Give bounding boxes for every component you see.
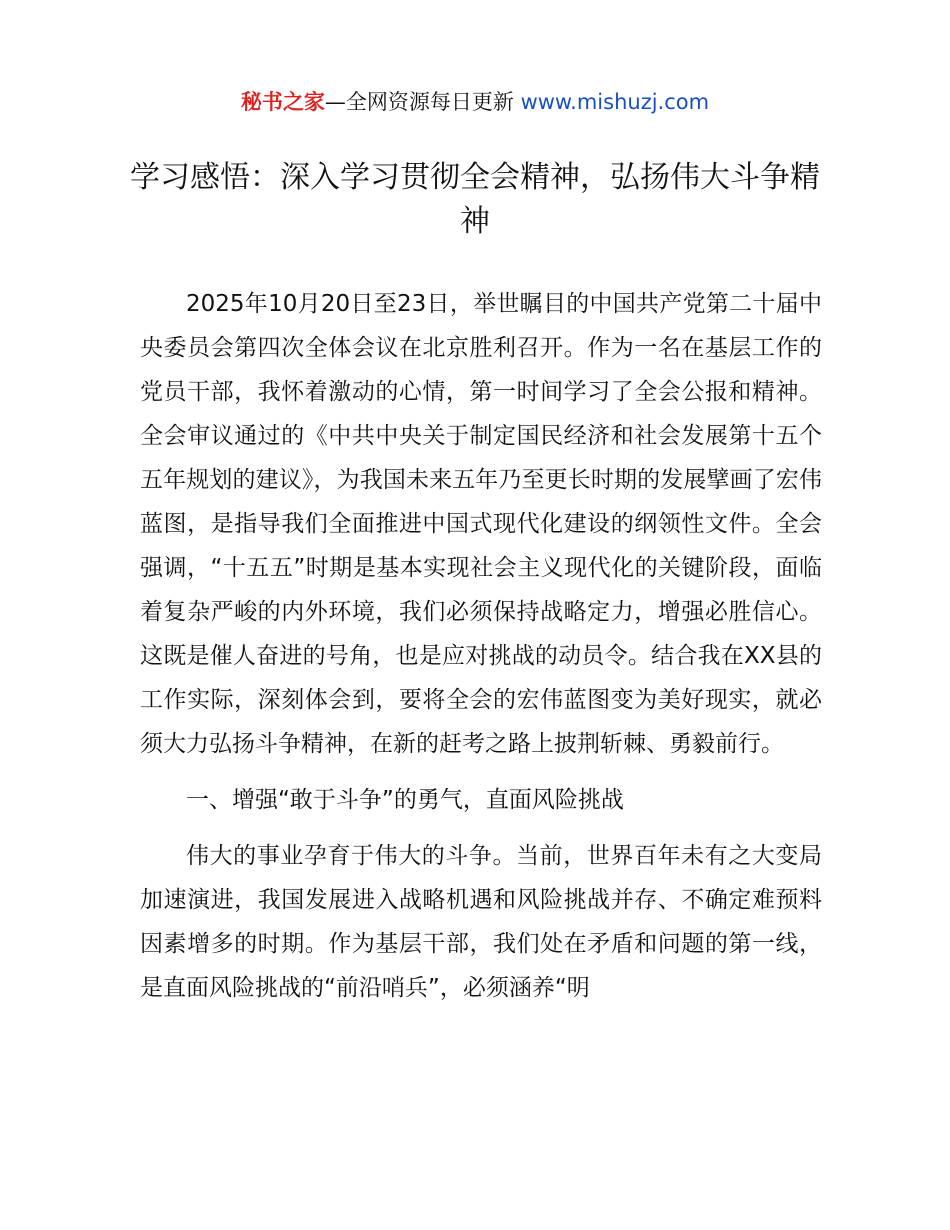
site-url-link[interactable]: www.mishuzj.com — [520, 90, 710, 114]
section-1-paragraph: 伟大的事业孕育于伟大的斗争。当前，世界百年未有之大变局加速演进，我国发展进入战略机遇和风险挑战并存、不确定难预料因素增多的时期。作为基层干部，我们处在矛盾和问题的第一线，是直面风险挑战的“前沿哨兵”，必须涵养“明 — [140, 843, 822, 1001]
section-heading-1: 一、增强“敢于斗争”的勇气，直面风险挑战 — [186, 787, 624, 813]
intro-paragraph: 2025年10月20日至23日，举世瞩目的中国共产党第二十届中央委员会第四次全体会议在北京胜利召开。作为一名在基层工作的党员干部，我怀着激动的心情，第一时间学习了全会公报和精神。全会审议通过的《中共中央关于制定国民经济和社会发展第十五个五年规划的建议》，为我国未来五年乃至更长时期的发展擘画了宏伟蓝图，是指导我们全面推进中国式现代化建设的纲领性文件。全会强调，“十五五”时期是基本实现社会主义现代化的关键阶段，面临着复杂严峻的内外环境，我们必须保持战略定力，增强必胜信心。这既是催人奋进的号角，也是应对挑战的动员令。结合我在XX县的工作实际，深刻体会到，要将全会的宏伟蓝图变为美好现实，就必须大力弘扬斗争精神，在新的赶考之路上披荆斩棘、勇毅前行。 — [140, 291, 822, 757]
document-body — [140, 282, 822, 1010]
document-title: 学习感悟：深入学习贯彻全会精神，弘扬伟大斗争精神 — [130, 160, 820, 239]
header-slogan: —全网资源每日更新 — [324, 90, 514, 114]
brand-name: 秘书之家 — [240, 90, 325, 114]
site-header — [0, 86, 950, 118]
